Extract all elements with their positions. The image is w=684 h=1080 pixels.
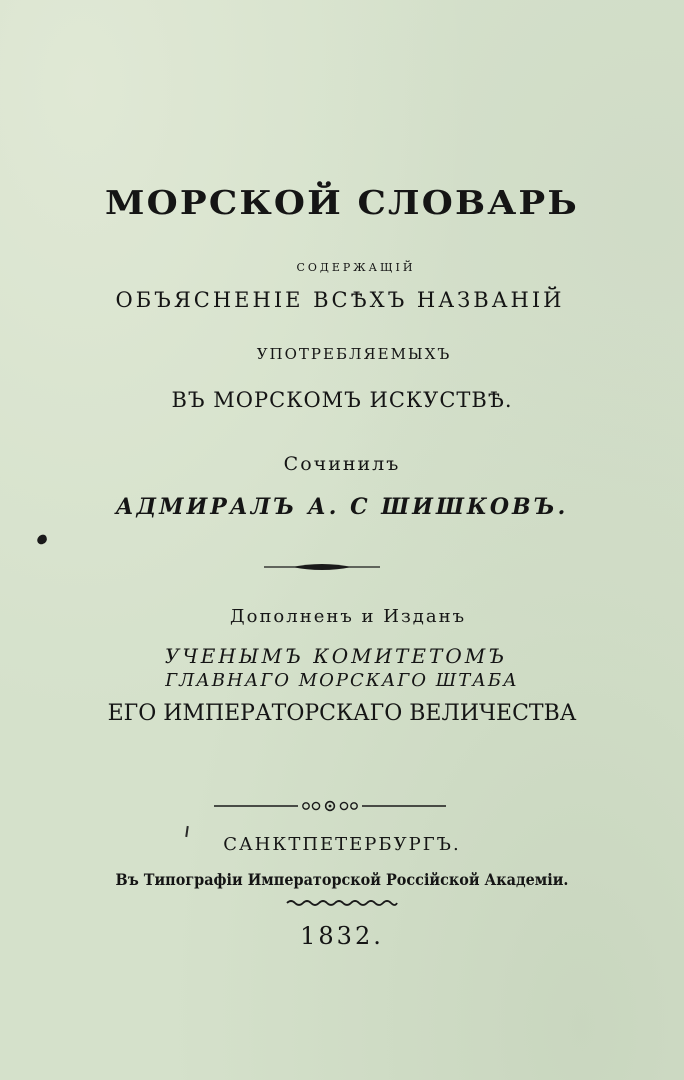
author-name: АДМИРАЛЪ А. С ШИШКОВЪ. — [115, 494, 569, 520]
subtitle-used: УПОТРЕБЛЯЕМЫХЪ — [256, 345, 452, 363]
city-line: САНКТПЕТЕРБУРГЪ. — [223, 834, 461, 855]
printer-line: Въ Типографіи Императорской Россійской Академіи. — [115, 870, 569, 889]
publication-year: 1832. — [300, 922, 384, 950]
majesty-line: ЕГО ИМПЕРАТОРСКАГО ВЕЛИЧЕСТВА — [107, 701, 577, 726]
ink-blot — [36, 534, 48, 546]
divider-ornament-middle — [212, 798, 448, 814]
subtitle-art: ВЪ МОРСКОМЪ ИСКУСТВѢ. — [171, 388, 513, 412]
composed-by-label: Сочинилъ — [283, 453, 401, 475]
staff-line: ГЛАВНАГО МОРСКАГО ШТАБА — [165, 670, 519, 691]
divider-ornament-top — [262, 560, 382, 574]
subtitle-explanation: ОБЪЯСНЕНІЕ ВСѢХЪ НАЗВАНІЙ — [115, 288, 565, 312]
book-title: МОРСКОЙ СЛОВАРЬ — [105, 183, 579, 222]
committee-line: УЧЕНЫМЪ КОМИТЕТОМЪ — [164, 644, 508, 668]
divider-wave — [285, 898, 399, 908]
subtitle-contains: содержащій — [296, 256, 416, 275]
supplemented-label: Дополненъ и Изданъ — [229, 606, 467, 627]
